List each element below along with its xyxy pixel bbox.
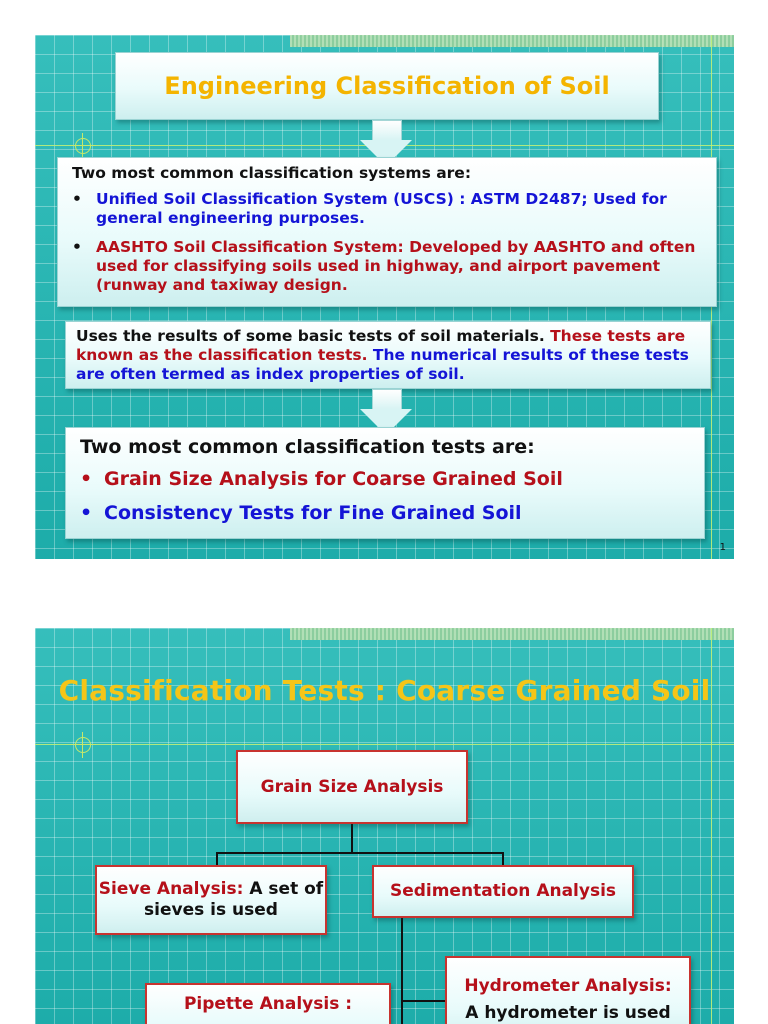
pipette-analysis-box [145, 983, 391, 1024]
list-item [80, 502, 690, 524]
system-uscs: Unified Soil Classification System (USCS) : ASTM D2487; Used for general engineering purposes. [96, 190, 667, 227]
sieve-analysis-text [97, 879, 325, 921]
basic-text-3: The numerical results of these tests are often termed as index properties of soil. [76, 346, 689, 383]
connector-line [401, 1000, 445, 1002]
test-grain-size: Grain Size Analysis for Coarse Grained Soil [104, 468, 563, 490]
sieve-label: Sieve Analysis: [98, 879, 244, 899]
classification-systems-box [57, 157, 717, 307]
hydrometer-analysis-box [445, 956, 691, 1024]
bullet-icon: • [72, 190, 82, 208]
grain-size-analysis-box [236, 750, 468, 824]
bullet-icon: • [72, 238, 82, 256]
crosshair-icon [75, 138, 91, 154]
connector-line [502, 852, 504, 866]
connector-line [216, 852, 504, 854]
connector-line [401, 918, 403, 1024]
pipette-label: Pipette Analysis : [183, 994, 353, 1014]
tests-lead: Two most common classification tests are: [80, 436, 535, 458]
decorative-strip [290, 628, 734, 640]
slide-title: Classification Tests : Coarse Grained Soil [58, 674, 711, 707]
sedimentation-label: Sedimentation Analysis [389, 881, 617, 901]
system-aashto: AASHTO Soil Classification System: Developed by AASHTO and often used for classifying soils used in highway, and airport pavement (runway and taxiway design. [96, 238, 696, 294]
slide-2 [35, 628, 734, 1024]
hydrometer-text: A hydrometer is used [465, 1003, 671, 1023]
list-item [72, 190, 702, 228]
slide-1 [35, 35, 734, 559]
test-consistency: Consistency Tests for Fine Grained Soil [104, 502, 522, 524]
page-number: 1 [719, 542, 726, 553]
systems-lead: Two most common classification systems are: [72, 164, 472, 182]
basic-tests-box [65, 321, 711, 389]
sedimentation-analysis-box [372, 865, 634, 918]
hydrometer-label: Hydrometer Analysis: [464, 976, 672, 996]
slide-title-box [115, 52, 659, 120]
list-item [80, 468, 690, 490]
grid-accent-line [35, 744, 734, 745]
slide-title: Engineering Classification of Soil [164, 72, 610, 100]
bullet-icon: • [80, 468, 93, 490]
basic-tests-paragraph [76, 327, 700, 384]
sieve-text: A set of sieves is used [144, 879, 324, 920]
sieve-analysis-box [95, 865, 327, 935]
decorative-strip [290, 35, 734, 47]
crosshair-icon [75, 737, 91, 753]
basic-text-1: Uses the results of some basic tests of soil materials. [76, 327, 545, 345]
list-item [72, 238, 702, 295]
basic-text-2: These tests are known as the classification tests. [76, 327, 686, 364]
connector-line [216, 852, 218, 866]
connector-line [351, 824, 353, 853]
classification-tests-box [65, 427, 705, 539]
bullet-icon: • [80, 502, 93, 524]
root-label: Grain Size Analysis [260, 776, 444, 797]
